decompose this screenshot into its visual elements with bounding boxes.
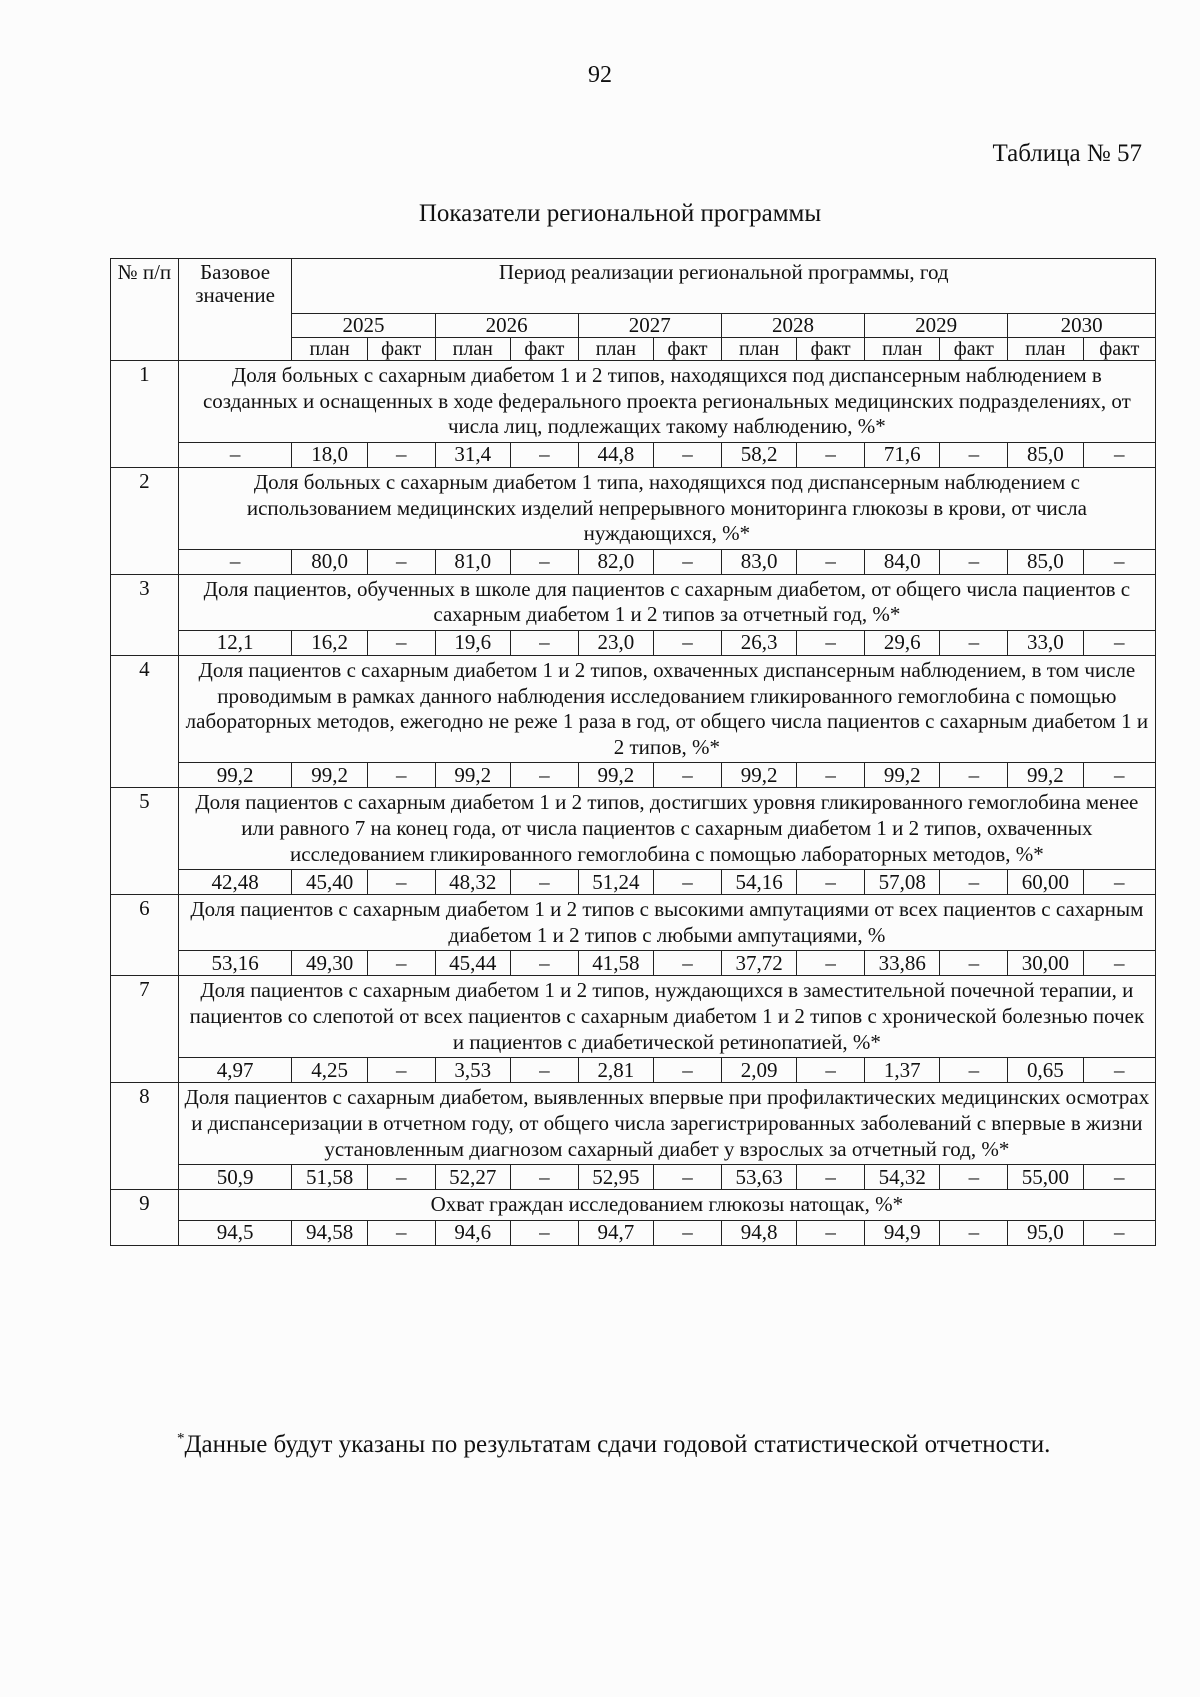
plan-value: 54,32 [865, 1165, 940, 1190]
indicator-title-row [111, 655, 1156, 762]
table-title: Показатели региональной программы [418, 200, 822, 227]
plan-value: 99,2 [292, 763, 367, 788]
plan-value: 51,24 [578, 870, 653, 895]
indicator-title-row [111, 788, 1156, 870]
header-year: 2029 [865, 314, 1008, 338]
base-value: – [178, 442, 292, 467]
footnote-text: Данные будут указаны по результатам сдачи годовой статистической отчетности. [184, 1431, 1051, 1458]
plan-value: 37,72 [721, 951, 796, 976]
indicator-title-row [111, 361, 1156, 443]
fact-value: – [654, 1165, 722, 1190]
header-fact: факт [797, 338, 865, 361]
indicator-title-row [111, 1083, 1156, 1165]
plan-value: 99,2 [435, 763, 510, 788]
indicator-title-row [111, 1190, 1156, 1221]
indicator-title: Доля пациентов с сахарным диабетом 1 и 2 типов, охваченных диспансерным наблюдением, в том числе проводимым в рамках данного наблюдения исследованием гликированного гемоглобина с помощью лабораторных методов, ежегодно не реже 1 раза в год, от общего числа пациентов с сахарным диабетом 1 и 2 типов, %* [178, 655, 1155, 762]
plan-value: 18,0 [292, 442, 367, 467]
plan-value: 52,27 [435, 1165, 510, 1190]
fact-value: – [940, 630, 1008, 655]
plan-value: 99,2 [578, 763, 653, 788]
page-number: 92 [588, 62, 612, 88]
header-year: 2028 [721, 314, 864, 338]
plan-value: 2,81 [578, 1058, 653, 1083]
indicator-title: Доля больных с сахарным диабетом 1 типа, находящихся под диспансерным наблюдением с использованием медицинских изделий непрерывного мониторинга глюкозы в крови, от числа нуждающихся, %* [178, 467, 1155, 549]
row-number: 8 [111, 1083, 179, 1190]
fact-value: – [367, 1165, 435, 1190]
header-year: 2030 [1008, 314, 1156, 338]
row-number: 9 [111, 1190, 179, 1246]
fact-value: – [367, 442, 435, 467]
row-number: 6 [111, 895, 179, 976]
plan-value: 52,95 [578, 1165, 653, 1190]
fact-value: – [940, 1165, 1008, 1190]
fact-value: – [654, 549, 722, 574]
fact-value: – [797, 951, 865, 976]
row-number: 1 [111, 361, 179, 468]
indicators-table [110, 258, 1156, 1246]
plan-value: 41,58 [578, 951, 653, 976]
base-value: 4,97 [178, 1058, 292, 1083]
fact-value: – [1083, 951, 1155, 976]
plan-value: 58,2 [721, 442, 796, 467]
indicator-title: Доля пациентов с сахарным диабетом 1 и 2 типов, достигших уровня гликированного гемоглобина менее или равного 7 на конец года, от числа пациентов с сахарным диабетом 1 и 2 типов, охваченных исследованием гликированного гемоглобина с помощью лабораторных методов, %* [178, 788, 1155, 870]
fact-value: – [654, 870, 722, 895]
plan-value: 81,0 [435, 549, 510, 574]
plan-value: 99,2 [721, 763, 796, 788]
fact-value: – [940, 870, 1008, 895]
header-plan: план [865, 338, 940, 361]
fact-value: – [797, 763, 865, 788]
base-value: 50,9 [178, 1165, 292, 1190]
base-value: – [178, 549, 292, 574]
row-number: 4 [111, 655, 179, 787]
plan-value: 94,58 [292, 1220, 367, 1245]
header-fact: факт [940, 338, 1008, 361]
header-year: 2025 [292, 314, 435, 338]
plan-value: 33,86 [865, 951, 940, 976]
plan-value: 31,4 [435, 442, 510, 467]
plan-value: 2,09 [721, 1058, 796, 1083]
fact-value: – [654, 763, 722, 788]
fact-value: – [510, 1165, 578, 1190]
plan-value: 33,0 [1008, 630, 1083, 655]
indicator-values-row [111, 1165, 1156, 1190]
header-year: 2026 [435, 314, 578, 338]
fact-value: – [797, 630, 865, 655]
table-label: Таблица № 57 [992, 140, 1142, 167]
fact-value: – [510, 951, 578, 976]
indicator-title: Охват граждан исследованием глюкозы натощак, %* [178, 1190, 1155, 1221]
fact-value: – [1083, 1058, 1155, 1083]
plan-value: 3,53 [435, 1058, 510, 1083]
base-value: 42,48 [178, 870, 292, 895]
plan-value: 45,40 [292, 870, 367, 895]
fact-value: – [797, 1165, 865, 1190]
header-fact: факт [367, 338, 435, 361]
base-value: 53,16 [178, 951, 292, 976]
indicator-values-row [111, 630, 1156, 655]
fact-value: – [654, 1058, 722, 1083]
plan-value: 84,0 [865, 549, 940, 574]
base-value: 94,5 [178, 1220, 292, 1245]
footnote-mark: * [177, 1430, 185, 1447]
header-fact: факт [654, 338, 722, 361]
header-plan: план [1008, 338, 1083, 361]
plan-value: 54,16 [721, 870, 796, 895]
header-plan: план [435, 338, 510, 361]
indicator-title: Доля больных с сахарным диабетом 1 и 2 типов, находящихся под диспансерным наблюдением в созданных и оснащенных в ходе федерального проекта региональных медицинских подразделениях, от числа лиц, подлежащих такому наблюдению, %* [178, 361, 1155, 443]
plan-value: 60,00 [1008, 870, 1083, 895]
indicator-title-row [111, 574, 1156, 630]
indicator-title: Доля пациентов с сахарным диабетом 1 и 2 типов, нуждающихся в заместительной почечной терапии, и пациентов со слепотой от всех пациентов с сахарным диабетом 1 и 2 типов с хронической болезнью почек и пациентов с диабетической ретинопатией, %* [178, 976, 1155, 1058]
plan-value: 94,8 [721, 1220, 796, 1245]
fact-value: – [510, 1220, 578, 1245]
plan-value: 51,58 [292, 1165, 367, 1190]
fact-value: – [510, 442, 578, 467]
fact-value: – [510, 1058, 578, 1083]
fact-value: – [940, 763, 1008, 788]
footnote [115, 1428, 1155, 1462]
indicator-values-row [111, 1220, 1156, 1245]
indicator-title: Доля пациентов с сахарным диабетом 1 и 2 типов с высокими ампутациями от всех пациентов с сахарным диабетом 1 и 2 типов с любыми ампутациями, % [178, 895, 1155, 951]
fact-value: – [940, 1220, 1008, 1245]
fact-value: – [510, 763, 578, 788]
fact-value: – [510, 870, 578, 895]
indicator-title: Доля пациентов, обученных в школе для пациентов с сахарным диабетом, от общего числа пациентов с сахарным диабетом 1 и 2 типов за отчетный год, %* [178, 574, 1155, 630]
plan-value: 29,6 [865, 630, 940, 655]
indicator-values-row [111, 763, 1156, 788]
plan-value: 30,00 [1008, 951, 1083, 976]
header-period: Период реализации региональной программы, год [292, 259, 1156, 314]
row-number: 7 [111, 976, 179, 1083]
indicator-title: Доля пациентов с сахарным диабетом, выявленных впервые при профилактических медицинских осмотрах и диспансеризации в отчетном году, от общего числа зарегистрированных заболеваний с впервые в жизни установленным диагнозом сахарный диабет у взрослых за отчетный год, %* [178, 1083, 1155, 1165]
indicator-values-row [111, 1058, 1156, 1083]
header-fact: факт [1083, 338, 1155, 361]
plan-value: 83,0 [721, 549, 796, 574]
fact-value: – [367, 951, 435, 976]
indicator-title-row [111, 976, 1156, 1058]
header-num: № п/п [111, 259, 179, 361]
fact-value: – [797, 549, 865, 574]
fact-value: – [367, 870, 435, 895]
plan-value: 48,32 [435, 870, 510, 895]
fact-value: – [367, 1220, 435, 1245]
fact-value: – [1083, 442, 1155, 467]
plan-value: 19,6 [435, 630, 510, 655]
indicator-title-row [111, 895, 1156, 951]
header-base: Базовое значение [178, 259, 292, 361]
fact-value: – [940, 1058, 1008, 1083]
plan-value: 44,8 [578, 442, 653, 467]
plan-value: 95,0 [1008, 1220, 1083, 1245]
indicator-values-row [111, 549, 1156, 574]
indicator-values-row [111, 870, 1156, 895]
row-number: 3 [111, 574, 179, 655]
plan-value: 82,0 [578, 549, 653, 574]
fact-value: – [367, 549, 435, 574]
plan-value: 85,0 [1008, 442, 1083, 467]
fact-value: – [654, 1220, 722, 1245]
plan-value: 80,0 [292, 549, 367, 574]
plan-value: 26,3 [721, 630, 796, 655]
plan-value: 55,00 [1008, 1165, 1083, 1190]
header-plan: план [578, 338, 653, 361]
plan-value: 57,08 [865, 870, 940, 895]
header-plan: план [721, 338, 796, 361]
plan-value: 94,6 [435, 1220, 510, 1245]
plan-value: 45,44 [435, 951, 510, 976]
fact-value: – [1083, 1165, 1155, 1190]
plan-value: 16,2 [292, 630, 367, 655]
header-plan: план [292, 338, 367, 361]
base-value: 12,1 [178, 630, 292, 655]
indicator-title-row [111, 467, 1156, 549]
indicator-values-row [111, 442, 1156, 467]
fact-value: – [797, 870, 865, 895]
plan-value: 99,2 [1008, 763, 1083, 788]
fact-value: – [797, 1058, 865, 1083]
fact-value: – [654, 951, 722, 976]
plan-value: 94,9 [865, 1220, 940, 1245]
plan-value: 99,2 [865, 763, 940, 788]
indicator-values-row [111, 951, 1156, 976]
fact-value: – [940, 442, 1008, 467]
fact-value: – [654, 630, 722, 655]
fact-value: – [367, 763, 435, 788]
plan-value: 0,65 [1008, 1058, 1083, 1083]
plan-value: 23,0 [578, 630, 653, 655]
plan-value: 94,7 [578, 1220, 653, 1245]
fact-value: – [1083, 763, 1155, 788]
fact-value: – [940, 549, 1008, 574]
fact-value: – [1083, 549, 1155, 574]
plan-value: 4,25 [292, 1058, 367, 1083]
fact-value: – [1083, 1220, 1155, 1245]
base-value: 99,2 [178, 763, 292, 788]
fact-value: – [367, 630, 435, 655]
fact-value: – [797, 442, 865, 467]
fact-value: – [654, 442, 722, 467]
plan-value: 1,37 [865, 1058, 940, 1083]
row-number: 5 [111, 788, 179, 895]
fact-value: – [510, 549, 578, 574]
fact-value: – [1083, 630, 1155, 655]
header-year: 2027 [578, 314, 721, 338]
row-number: 2 [111, 467, 179, 574]
header-fact: факт [510, 338, 578, 361]
fact-value: – [1083, 870, 1155, 895]
fact-value: – [367, 1058, 435, 1083]
plan-value: 53,63 [721, 1165, 796, 1190]
plan-value: 49,30 [292, 951, 367, 976]
plan-value: 85,0 [1008, 549, 1083, 574]
fact-value: – [940, 951, 1008, 976]
fact-value: – [510, 630, 578, 655]
plan-value: 71,6 [865, 442, 940, 467]
fact-value: – [797, 1220, 865, 1245]
